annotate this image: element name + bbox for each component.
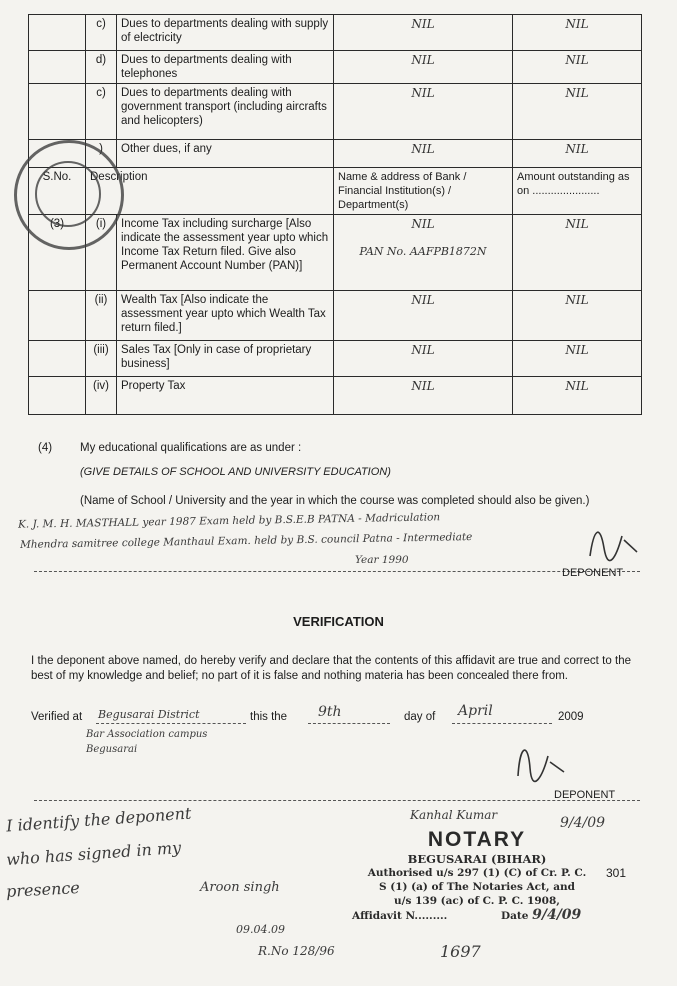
- divider: [96, 723, 246, 724]
- row-description: Dues to departments dealing with telephones: [117, 51, 334, 84]
- verified-month: April: [458, 703, 493, 719]
- row-sub-label: ): [86, 140, 117, 168]
- row-value-amount: NIL: [513, 215, 642, 291]
- row-description: Dues to departments dealing with supply of electricity: [117, 15, 334, 51]
- row-sub-label: (ii): [86, 291, 117, 341]
- row-value-amount: NIL: [513, 291, 642, 341]
- row-value-bank: NIL: [334, 377, 513, 415]
- place-note-line1: Bar Association campus: [86, 729, 208, 740]
- page-number: 301: [606, 866, 627, 880]
- row-value-bank: NIL: [334, 341, 513, 377]
- divider: [308, 723, 390, 724]
- this-the-label: this the: [250, 711, 288, 723]
- table-row: [29, 291, 642, 341]
- row-value-amount: NIL: [513, 51, 642, 84]
- notary-seal-stamp: [14, 140, 124, 250]
- day-of-label: day of: [404, 711, 436, 723]
- header-amount: Amount outstanding as on ......................: [513, 168, 642, 215]
- row-value-bank: [334, 215, 513, 291]
- affidavit-number: 1697: [440, 942, 481, 961]
- notary-sign-date: 9/4/09: [560, 815, 606, 831]
- row-sub-label: (iv): [86, 377, 117, 415]
- row-value-bank: NIL: [334, 140, 513, 168]
- table-row: [29, 377, 642, 415]
- row-value-bank: NIL: [334, 15, 513, 51]
- education-instruction: (GIVE DETAILS OF SCHOOL AND UNIVERSITY EDUCATION): [80, 466, 391, 478]
- row-description: Sales Tax [Only in case of proprietary business]: [117, 341, 334, 377]
- date-value: 9/4/09: [532, 907, 582, 923]
- row-description: Property Tax: [117, 377, 334, 415]
- notary-line1: Authorised u/s 297 (1) (C) of Cr. P. C.: [367, 867, 587, 879]
- notary-title: NOTARY: [427, 828, 527, 851]
- deponent-label: DEPONENT: [554, 789, 616, 801]
- verified-at-label: Verified at: [31, 711, 83, 723]
- divider: [34, 571, 640, 572]
- row-value-amount: NIL: [513, 341, 642, 377]
- row-description: Income Tax including surcharge [Also indicate the assessment year upto which Income Tax Return filed. Give also Permanent Account Number (PAN)]: [117, 215, 334, 291]
- deponent-label: DEPONENT: [562, 567, 624, 579]
- row-index: [29, 341, 86, 377]
- identify-name: Aroon singh: [200, 880, 280, 895]
- verified-year: 2009: [558, 711, 584, 723]
- place-note-line2: Begusarai: [86, 744, 138, 755]
- row-sub-label: (i): [86, 215, 117, 291]
- row-value-amount: NIL: [513, 15, 642, 51]
- verification-body: I the deponent above named, do hereby verify and declare that the contents of this affidavit are true and correct to the best of my knowledge and belief; no part of it is false and nothing materia has been concealed there from.: [31, 655, 631, 682]
- row-value-bank: NIL: [334, 51, 513, 84]
- table-row: [29, 51, 642, 84]
- divider: [34, 800, 640, 801]
- notary-stamp: [352, 828, 602, 923]
- row-value-bank: NIL: [334, 291, 513, 341]
- notary-line3: u/s 139 (ac) of C. P. C. 1908,: [394, 895, 560, 907]
- header-description: Description: [86, 168, 334, 215]
- affidavit-label: Affidavit N.........: [352, 910, 448, 922]
- table-row: [29, 84, 642, 140]
- row-sub-label: c): [86, 15, 117, 51]
- row-sub-label: (iii): [86, 341, 117, 377]
- education-hand-line1: K. J. M. H. MASTHALL year 1987 Exam held by B.S.E.B PATNA - Madriculation: [17, 511, 441, 531]
- identify-line2: who has signed in my: [5, 837, 182, 870]
- value-nil: NIL: [411, 217, 435, 231]
- education-number: (4): [38, 442, 53, 454]
- row-description: Dues to departments dealing with government transport (including aircrafts and helicopters): [117, 84, 334, 140]
- deponent-signature-icon: [510, 736, 570, 786]
- education-heading: My educational qualifications are as under :: [80, 442, 302, 454]
- row-description: Wealth Tax [Also indicate the assessment year upto which Wealth Tax return filed.]: [117, 291, 334, 341]
- row-value-amount: NIL: [513, 84, 642, 140]
- notary-line2: S (1) (a) of The Notaries Act, and: [379, 881, 575, 893]
- header-bank: Name & address of Bank / Financial Institution(s) / Department(s): [334, 168, 513, 215]
- row-sub-label: d): [86, 51, 117, 84]
- identify-line1: I identify the deponent: [5, 803, 192, 836]
- row-index: [29, 377, 86, 415]
- identify-date: 09.04.09: [236, 923, 285, 936]
- verified-day: 9th: [318, 704, 342, 720]
- identify-reg: R.No 128/96: [258, 944, 335, 958]
- notary-place: BEGUSARAI (BIHAR): [407, 852, 547, 866]
- row-value-bank: NIL: [334, 84, 513, 140]
- verification-title: VERIFICATION: [293, 614, 384, 629]
- deponent-signature-icon: [582, 518, 642, 568]
- row-value-amount: NIL: [513, 377, 642, 415]
- table-row: [29, 140, 642, 168]
- education-note: (Name of School / University and the year in which the course was completed should also be given.): [80, 495, 590, 507]
- table-row: [29, 215, 642, 291]
- education-hand-line3: Year 1990: [355, 554, 409, 566]
- education-hand-line2: Mhendra samitree college Manthaul Exam. held by B.S. council Patna - Intermediate: [19, 531, 473, 551]
- table-row: [29, 341, 642, 377]
- table-row: [29, 15, 642, 51]
- divider: [452, 723, 552, 724]
- row-description: Other dues, if any: [117, 140, 334, 168]
- identify-line3: presence: [5, 878, 81, 901]
- row-sub-label: c): [86, 84, 117, 140]
- row-index: [29, 291, 86, 341]
- header-sno: S.No.: [29, 168, 86, 215]
- pan-number: PAN No. AAFPB1872N: [359, 245, 487, 258]
- row-value-amount: NIL: [513, 140, 642, 168]
- notary-signature: Kanhal Kumar: [410, 808, 498, 822]
- row-index: (3): [29, 215, 86, 291]
- date-label: Date: [500, 910, 529, 922]
- verified-place: Begusarai District: [98, 708, 200, 721]
